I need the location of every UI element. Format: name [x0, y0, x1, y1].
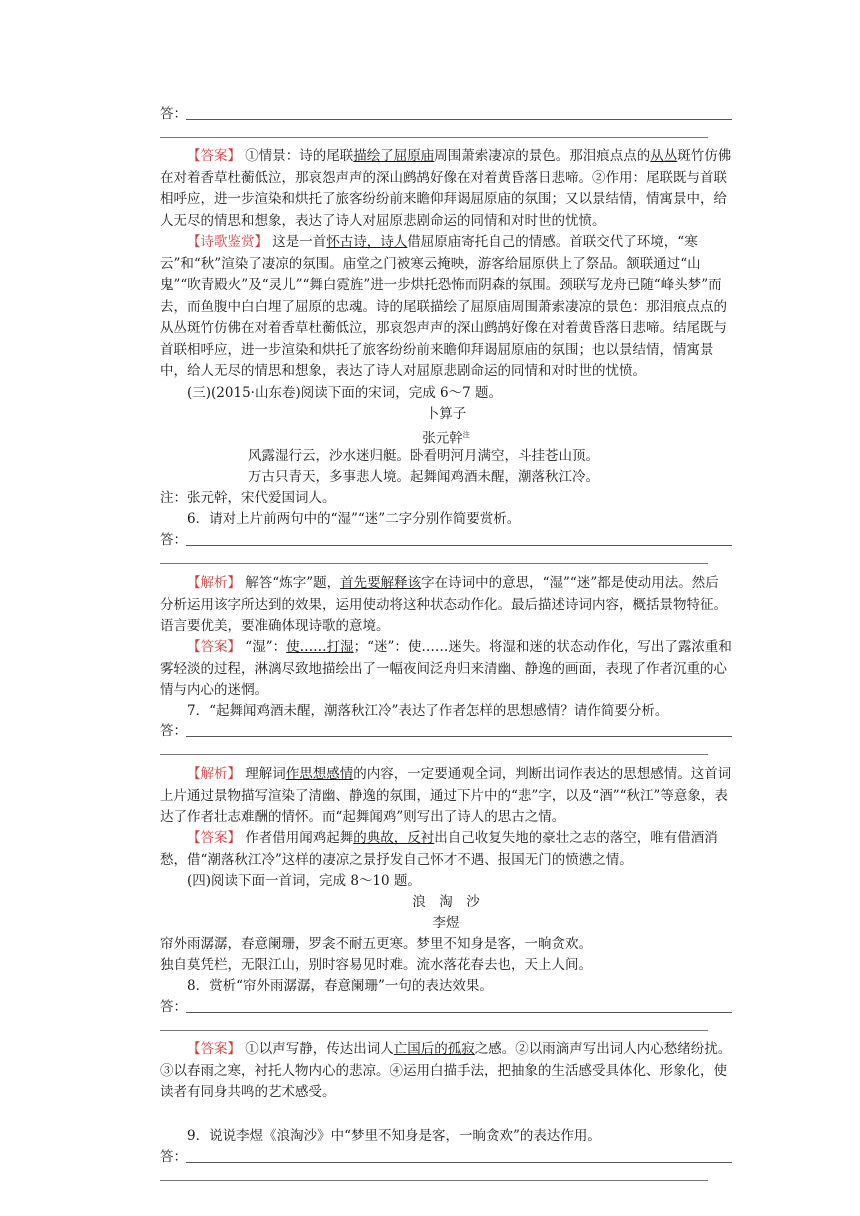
analysis-text: 理解词: [245, 766, 286, 782]
underlined-text: 亡国后的孤寂: [393, 1041, 475, 1057]
q6-answer: [160, 637, 732, 702]
analysis-tag: 【解析】: [187, 575, 241, 591]
answer-text: 出自己收复失地的豪壮之志的落空，唯有借酒消愁，借“潮落秋江冷”这样的凄凉之景抒发自己怀才不遇、报国无门的愤懑之情。: [160, 830, 718, 868]
q8-answer: [160, 1039, 732, 1104]
q7-answer: [160, 828, 732, 871]
poem-title: 卜算子: [425, 406, 467, 422]
underlined-text: 从丛: [650, 148, 678, 164]
underlined-text: 怀古诗，诗人: [326, 234, 408, 250]
note-mark: 注: [462, 431, 470, 439]
section3-intro: (三)(2015·山东卷)阅读下面的宋词，完成 6～7 题。: [187, 385, 502, 401]
answer-line: [160, 721, 732, 741]
answer-prefix: 答：: [160, 106, 187, 122]
answer-text: 之感。②以雨滴声写出词人内心愁绪纷扰。③以春雨之寒，衬托人物内心的悲凉。④运用白描手法，把抽象的生活感受具体化、形象化，使读者有同身共鸣的艺术感受。: [160, 1041, 732, 1100]
q5-answer: [160, 146, 732, 232]
answer-line: [160, 104, 732, 124]
answer-line: [160, 530, 732, 550]
analysis-text: 字在诗词中的意思，“湿”“迷”都是使动用法。然后分析运用该字所达到的效果，运用使动将这种状态动作化。最后描述诗词内容，概括景物特征。语言要优美，要准确体现诗歌的意境。: [160, 575, 727, 634]
poem-author: 李煜: [432, 915, 460, 931]
poem-line: 风露湿行云，沙水迷归艇。卧看明河月满空，斗挂苍山顶。: [248, 448, 599, 464]
answer-text: 周围萧索凄凉的景色。那泪痕点点的: [434, 148, 651, 164]
underlined-text: 首先要解释该: [340, 575, 422, 591]
q6-analysis: [160, 573, 732, 638]
answer-underline: [160, 1180, 708, 1181]
answer-text: “湿”：: [245, 639, 287, 655]
poem-title: 浪 淘 沙: [412, 894, 480, 910]
q7-analysis: [160, 764, 732, 829]
answer-text: 作者借用闻鸡起舞: [245, 830, 354, 846]
answer-tag: 【答案】: [187, 830, 241, 846]
poem-author-name: 张元幹: [422, 430, 463, 447]
underlined-text: 作思想感情: [285, 766, 354, 782]
appreciation-tag: 【诗歌鉴赏】: [187, 234, 268, 250]
answer-text: ①以声写静，传达出词人: [245, 1041, 394, 1057]
poem-line: 独自莫凭栏，无限江山，别时容易见时难。流水落花春去也，天上人间。: [160, 957, 592, 973]
answer-prefix: 答：: [160, 532, 187, 548]
answer-prefix: 答：: [160, 1149, 187, 1165]
question-6: 6．请对上片前两句中的“湿”“迷”二字分别作简要赏析。: [187, 511, 521, 527]
underlined-text: 使……打湿: [286, 639, 354, 655]
answer-underline: [160, 1030, 708, 1031]
answer-line: [160, 997, 732, 1017]
answer-underline: [160, 754, 708, 755]
analysis-tag: 【解析】: [187, 766, 241, 782]
analysis-text: 解答“炼字”题，: [245, 575, 341, 591]
answer-text: ；“迷”：使……迷失。将湿和迷的状态动作化，写出了露浓重和雾轻淡的过程，淋漓尽致地描绘出了一幅夜间泛舟归来清幽、静逸的画面，表现了作者沉重的心情与内心的迷惘。: [160, 639, 732, 698]
question-9: 9．说说李煜《浪淘沙》中“梦里不知身是客，一晌贪欢”的表达作用。: [187, 1128, 601, 1144]
answer-underline: [160, 563, 708, 564]
poem-line: 帘外雨潺潺，春意阑珊，罗衾不耐五更寒。梦里不知身是客，一晌贪欢。: [160, 936, 592, 952]
answer-tag: 【答案】: [187, 1041, 241, 1057]
answer-prefix: 答：: [160, 723, 187, 739]
poem-note: 注：张元幹，宋代爱国词人。: [160, 490, 336, 506]
poem-appreciation: [160, 232, 732, 383]
answer-tag: 【答案】: [187, 639, 241, 655]
answer-underline: [160, 137, 708, 138]
answer-text: 斑竹仿佛在对着香草杜蘅低泣，那哀怨声声的深山鹧鸪好像在对着黄昏落日悲啼。②作用：尾联既与首联相呼应，进一步渲染和烘托了旅客纷纷前来瞻仰拜谒屈原庙的氛围；又以景结情，情寓景中，给人无尽的情思和想象，表达了诗人对屈原悲剧命运的同情和对时世的忧愤。: [160, 148, 732, 229]
section4-intro: (四)阅读下面一首词，完成 8～10 题。: [187, 873, 421, 889]
question-7: 7．“起舞闻鸡酒未醒，潮落秋江冷”表达了作者怎样的思想感情？请作简要分析。: [187, 703, 669, 719]
analysis-text: 的内容，一定要通观全词，判断出词作表达的思想感情。这首词上片通过景物描写渲染了清幽、静逸的氛围，通过下片中的“悲”字，以及“酒”“秋江”等意象，表达了作者壮志难酬的情怀。而“起舞闻鸡”则写出了诗人的思古之情。: [160, 766, 732, 825]
appreciation-text: 这是一首: [272, 234, 327, 250]
underlined-text: 描绘了屈原庙: [353, 148, 435, 164]
answer-text: ①情景：诗的尾联: [245, 148, 354, 164]
question-8: 8．赏析“帘外雨潺潺，春意阑珊”一句的表达效果。: [187, 978, 493, 994]
poem-line: 万古只青天，多事悲人境。起舞闻鸡酒未醒，潮落秋江冷。: [248, 469, 599, 485]
appreciation-text: 借屈原庙寄托自己的情感。首联交代了环境，“寒云”和“秋”渲染了凄凉的氛围。庙堂之门被寒云掩映，游客给屈原供上了祭品。颔联通过“山鬼”“吹青殿火”及“灵儿”“舞白霓旌”进一步烘托恐怖而阴森的氛围。颈联写龙舟已随“峰头梦”而去，而鱼腹中白白埋了屈原的忠魂。诗的尾联描绘了屈原庙周围萧索凄凉的景色：那泪痕点点的从丛斑竹仿佛在对着香草杜蘅低泣，那哀怨声声的深山鹧鸪好像在对着黄昏落日悲啼。结尾既与首联相呼应，进一步渲染和烘托了旅客纷纷前来瞻仰拜谒屈原庙的氛围；也以景结情，情寓景中，给人无尽的情思和想象，表达了诗人对屈原悲剧命运的同情和对时世的忧愤。: [160, 234, 727, 379]
answer-tag: 【答案】: [187, 148, 241, 164]
underlined-text: 的典故，反衬: [353, 830, 435, 846]
answer-line: [160, 1147, 732, 1167]
answer-prefix: 答：: [160, 999, 187, 1015]
